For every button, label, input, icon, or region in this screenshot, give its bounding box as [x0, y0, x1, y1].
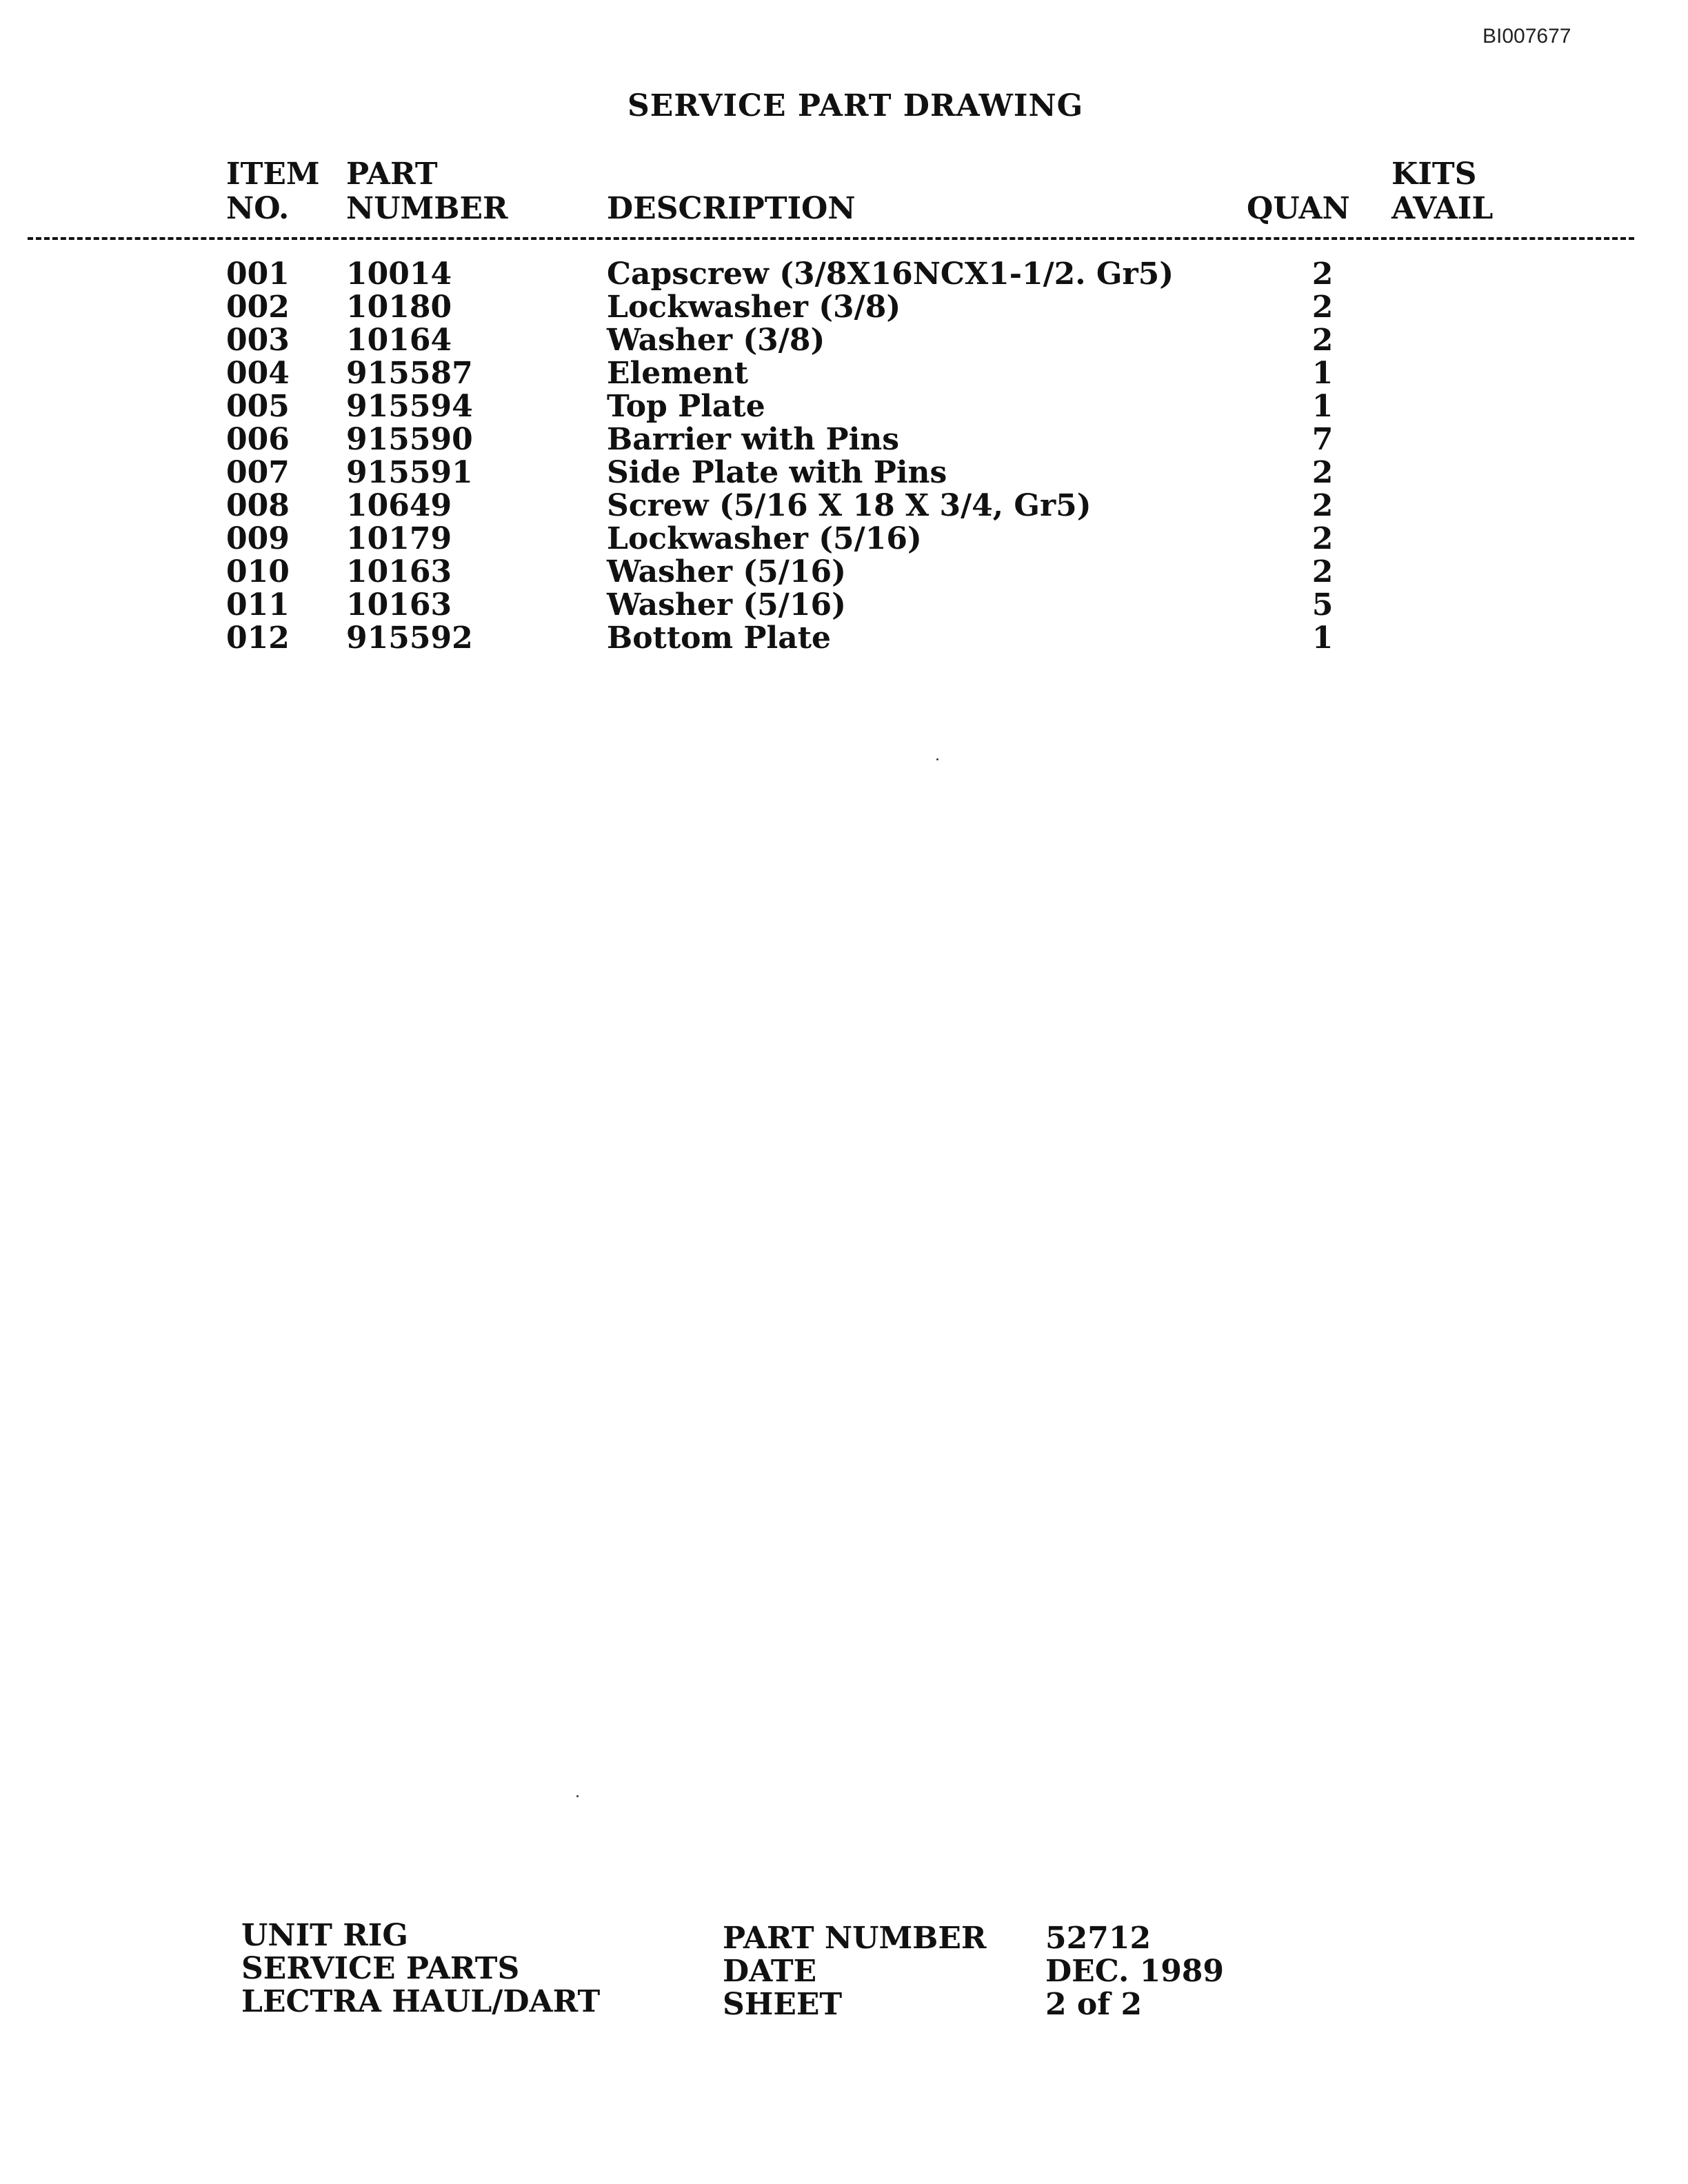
header-kits-line2: AVAIL — [1391, 191, 1494, 226]
item-no: 004 — [226, 356, 290, 391]
quantity: 2 — [1312, 323, 1334, 358]
table-row — [0, 324, 1688, 357]
quantity: 2 — [1312, 488, 1334, 523]
footer-company: UNIT RIG — [241, 1918, 408, 1953]
header-kits-line1: KITS — [1391, 156, 1477, 192]
item-no: 007 — [226, 455, 290, 490]
description: Washer (5/16) — [607, 554, 846, 589]
quantity: 1 — [1312, 620, 1334, 656]
quantity: 2 — [1312, 290, 1334, 325]
quantity: 2 — [1312, 256, 1334, 292]
quantity: 2 — [1312, 521, 1334, 556]
table-row — [0, 556, 1688, 589]
table-row — [0, 456, 1688, 489]
description: Screw (5/16 X 18 X 3/4, Gr5) — [607, 488, 1092, 523]
table-row — [0, 423, 1688, 456]
footer-value-part-number: 52712 — [1045, 1921, 1152, 1956]
part-number: 915587 — [346, 356, 473, 391]
header-item-line2: NO. — [226, 191, 290, 226]
quantity: 2 — [1312, 554, 1334, 589]
description: Side Plate with Pins — [607, 455, 947, 490]
footer-label-sheet: SHEET — [723, 1987, 843, 2022]
header-item-line1: ITEM — [226, 156, 320, 192]
footer-labels-block — [723, 1922, 986, 2021]
footer-label-date: DATE — [723, 1954, 817, 1989]
header-description: DESCRIPTION — [607, 191, 856, 226]
part-number: 915591 — [346, 455, 473, 490]
item-no: 002 — [226, 290, 290, 325]
description: Lockwasher (3/8) — [607, 290, 901, 325]
table-row — [0, 258, 1688, 291]
header-part-line1: PART — [346, 156, 438, 192]
item-no: 011 — [226, 587, 290, 623]
item-no: 009 — [226, 521, 290, 556]
footer-product: LECTRA HAUL/DART — [241, 1984, 601, 2019]
part-number: 10014 — [346, 256, 452, 292]
scan-speck — [936, 758, 938, 760]
footer-values-block — [1045, 1922, 1224, 2021]
part-number: 915594 — [346, 389, 473, 424]
quantity: 1 — [1312, 356, 1334, 391]
quantity: 5 — [1312, 587, 1334, 623]
description: Top Plate — [607, 389, 765, 424]
description: Capscrew (3/8X16NCX1-1/2. Gr5) — [607, 256, 1174, 292]
item-no: 003 — [226, 323, 290, 358]
description: Washer (3/8) — [607, 323, 825, 358]
part-number: 10649 — [346, 488, 452, 523]
table-row — [0, 390, 1688, 423]
scan-speck — [576, 1795, 579, 1797]
dashed-divider — [28, 237, 1634, 240]
table-row — [0, 622, 1688, 655]
header-item — [226, 157, 320, 226]
footer-department: SERVICE PARTS — [241, 1951, 520, 1986]
quantity: 1 — [1312, 389, 1334, 424]
header-part-line2: NUMBER — [346, 191, 508, 226]
item-no: 012 — [226, 620, 290, 656]
part-number: 915590 — [346, 422, 473, 457]
footer-label-part-number: PART NUMBER — [723, 1921, 987, 1956]
part-number: 915592 — [346, 620, 473, 656]
header-part — [346, 157, 508, 226]
table-row — [0, 523, 1688, 556]
footer-company-block — [241, 1919, 600, 2019]
table-row — [0, 357, 1688, 390]
part-number: 10163 — [346, 587, 452, 623]
parts-table — [0, 258, 1688, 655]
header-quan: QUAN — [1247, 191, 1350, 226]
part-number: 10180 — [346, 290, 452, 325]
table-row — [0, 589, 1688, 622]
footer-value-date: DEC. 1989 — [1045, 1954, 1225, 1989]
item-no: 005 — [226, 389, 290, 424]
description: Washer (5/16) — [607, 587, 846, 623]
quantity: 7 — [1312, 422, 1334, 457]
table-row — [0, 489, 1688, 523]
description: Lockwasher (5/16) — [607, 521, 922, 556]
description: Element — [607, 356, 749, 391]
part-number: 10164 — [346, 323, 452, 358]
item-no: 008 — [226, 488, 290, 523]
page-title: SERVICE PART DRAWING — [627, 88, 1084, 123]
quantity: 2 — [1312, 455, 1334, 490]
table-row — [0, 291, 1688, 324]
document-id: BI007677 — [1483, 25, 1571, 48]
item-no: 006 — [226, 422, 290, 457]
description: Bottom Plate — [607, 620, 832, 656]
item-no: 001 — [226, 256, 290, 292]
part-number: 10179 — [346, 521, 452, 556]
footer-value-sheet: 2 of 2 — [1045, 1987, 1143, 2022]
header-kits — [1391, 157, 1493, 226]
item-no: 010 — [226, 554, 290, 589]
part-number: 10163 — [346, 554, 452, 589]
description: Barrier with Pins — [607, 422, 900, 457]
